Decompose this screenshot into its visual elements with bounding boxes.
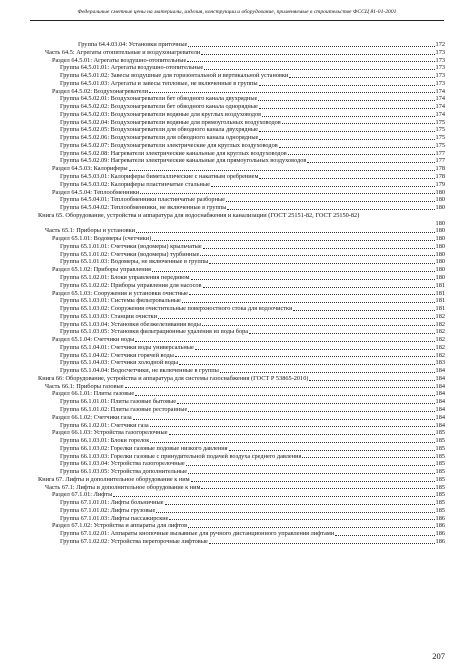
toc-group-entry — [38, 352, 445, 360]
toc-group-entry — [38, 328, 445, 336]
toc-entry-title: Группа 65.1.01.02: Счетчики (водомеры) турбинные — [60, 250, 200, 258]
running-header: Федеральные сметные цены на материалы, изделия, конструкции и оборудование, применяемые в строительстве ФССЦ 81-01-2001 — [77, 9, 397, 15]
toc-group-entry — [38, 468, 445, 476]
toc-section-entry — [38, 336, 445, 344]
dot-leader — [113, 496, 434, 497]
toc-entry-page: 178 — [435, 165, 445, 173]
toc-entry-title: Группа 67.1.01.01: Лифты больничные — [60, 499, 164, 507]
toc-entry-page: 181 — [435, 281, 445, 289]
toc-group-entry — [38, 72, 445, 80]
toc-entry-title: Книга 65. Оборудование, устройства и аппаратура для водоснабжения и канализации (ГОСТ 25151-82, ГОСТ 25150-82) — [38, 211, 360, 219]
dot-leader — [136, 232, 435, 233]
toc-entry-title: Часть 64.5: Агрегаты отопительные и воздухонагреватели — [45, 48, 201, 56]
toc-section-entry — [38, 414, 445, 422]
toc-entry-page: 185 — [435, 437, 445, 445]
toc-entry-page: 186 — [435, 538, 445, 545]
dot-leader — [259, 178, 434, 179]
toc-entry-page: 184 — [435, 398, 445, 406]
dot-leader — [226, 201, 435, 202]
toc-section-entry — [38, 290, 445, 298]
toc-entry-title: Раздел 67.1.01: Лифты — [52, 491, 113, 499]
toc-entry-title: Группа 65.1.04.02: Счетчики горячей воды — [60, 351, 174, 359]
toc-entry-title: Группа 66.1.03.04: Устройства газогорелочные — [60, 460, 185, 468]
toc-entry-title: Группа 64.5.01.03: Агрегаты и завесы тепловые, не включенные в группы — [60, 79, 258, 87]
dot-leader — [282, 123, 435, 124]
toc-part-entry — [38, 49, 445, 57]
toc-group-entry — [38, 173, 445, 181]
dot-leader — [165, 504, 435, 505]
toc-group-entry — [38, 359, 445, 367]
toc-entry-title: Группа 67.1.01.03: Лифты пассажирские — [60, 514, 169, 522]
toc-entry-title: Группа 64.5.02.07: Воздухонагреватели электрические для круглых воздуховодов — [60, 141, 278, 149]
toc-group-entry — [38, 305, 445, 313]
toc-entry-page: 174 — [435, 87, 445, 95]
toc-entry-page: 184 — [435, 382, 445, 390]
toc-group-entry — [38, 243, 445, 251]
dot-leader — [211, 186, 435, 187]
toc-entry-page: 173 — [435, 64, 445, 72]
dot-leader — [186, 465, 435, 466]
dot-leader — [203, 287, 435, 288]
dot-leader — [309, 380, 434, 381]
toc-entry-page: 174 — [435, 110, 445, 118]
dot-leader — [209, 543, 435, 544]
toc-entry-title: Часть 65.1: Приборы и установки — [45, 227, 136, 235]
toc-group-entry — [38, 80, 445, 88]
toc-entry-page: 184 — [435, 421, 445, 429]
dot-leader — [149, 92, 435, 93]
dot-leader — [259, 139, 434, 140]
toc-section-entry — [38, 390, 445, 398]
dot-leader — [262, 116, 434, 117]
toc-entry-page: 185 — [435, 499, 445, 507]
toc-entry-page: 173 — [435, 72, 445, 80]
toc-entry-title: Группа 65.1.03.03: Станции очистки — [60, 312, 157, 320]
toc-entry-title: Группа 66.1.03.05: Устройства дополнительные — [60, 468, 188, 476]
toc-entry-page: 182 — [435, 351, 445, 359]
toc-group-entry — [38, 119, 445, 127]
dot-leader — [169, 434, 435, 435]
toc-entry-page: 178 — [435, 173, 445, 180]
toc-entry-title: Группа 64.5.02.05: Воздухонагреватели для обводного канала двухрядные — [60, 126, 258, 134]
toc-entry-title: Группа 66.1.02.01: Счетчики газа — [60, 421, 149, 429]
toc-entry-title: Группа 67.1.02.02: Устройства перегорочные лифтовые — [60, 538, 208, 545]
dot-leader — [150, 442, 434, 443]
dot-leader — [293, 310, 434, 311]
dot-leader — [169, 519, 434, 520]
dot-leader — [158, 318, 435, 319]
toc-entry-title: Группа 65.1.01.01: Счетчики (водомеры) крыльчатые — [60, 242, 202, 250]
dot-leader — [189, 294, 435, 295]
toc-entry-title: Группа 65.1.04.03: Счетчики холодной воды — [60, 359, 179, 367]
toc-entry-page: 185 — [435, 429, 445, 437]
toc-group-entry — [38, 507, 445, 515]
toc-entry-page: 185 — [435, 444, 445, 452]
toc-entry-title: Часть 67.1: Лифты и дополнительное оборудование к ним — [45, 483, 201, 491]
toc-group-entry — [38, 251, 445, 259]
dot-leader — [279, 147, 435, 148]
toc-group-entry — [38, 64, 445, 72]
toc-group-entry — [38, 126, 445, 134]
dot-leader — [220, 372, 435, 373]
toc-entry-title: Группа 65.1.04.04: Водосчетчики, не включенные в группы — [60, 367, 219, 375]
toc-entry-page: 185 — [435, 483, 445, 491]
toc-entry-page: 180 — [435, 242, 445, 250]
table-of-contents — [38, 41, 445, 546]
toc-entry-page: 184 — [435, 405, 445, 413]
toc-group-entry — [38, 367, 445, 375]
toc-entry-page: 180 — [435, 219, 445, 227]
toc-part-entry — [38, 383, 445, 391]
toc-section-entry — [38, 165, 445, 173]
toc-entry-page: 184 — [435, 413, 445, 421]
toc-section-entry — [38, 266, 445, 274]
toc-entry-page: 180 — [435, 273, 445, 281]
dot-leader — [288, 154, 435, 155]
toc-entry-page: 173 — [435, 79, 445, 87]
toc-entry-title: Группа 67.1.01.02: Лифты грузовые — [60, 506, 156, 514]
toc-entry-title: Группа 64.5.02.04: Воздухонагреватели водяные для прямоугольных воздуховодов — [60, 118, 281, 126]
toc-group-entry — [38, 142, 445, 150]
dot-leader — [152, 240, 434, 241]
dot-leader — [129, 170, 435, 171]
dot-leader — [150, 426, 435, 427]
toc-entry-title: Группа 66.1.03.02: Горелки газовые подовые низкого давления — [60, 444, 228, 452]
toc-group-entry — [38, 499, 445, 507]
dot-leader — [177, 403, 434, 404]
toc-group-entry — [38, 95, 445, 103]
toc-group-entry — [38, 406, 445, 414]
dot-leader — [133, 419, 435, 420]
toc-entry-page: 181 — [435, 289, 445, 297]
toc-group-entry — [38, 437, 445, 445]
toc-group-entry — [38, 530, 445, 538]
toc-entry-page: 183 — [435, 359, 445, 367]
toc-entry-page: 184 — [435, 390, 445, 398]
toc-entry-page: 174 — [435, 103, 445, 111]
toc-section-entry — [38, 429, 445, 437]
toc-group-entry — [38, 313, 445, 321]
toc-entry-page: 174 — [435, 95, 445, 103]
toc-section-entry — [38, 491, 445, 499]
dot-leader — [302, 457, 434, 458]
toc-entry-page: 182 — [435, 320, 445, 328]
toc-book-entry — [38, 476, 445, 484]
toc-entry-page: 173 — [435, 56, 445, 64]
dot-leader — [204, 69, 434, 70]
toc-entry-page: 175 — [435, 141, 445, 149]
toc-entry-page: 177 — [435, 149, 445, 157]
dot-leader — [191, 481, 435, 482]
dot-leader — [259, 108, 435, 109]
toc-entry-page: 186 — [435, 522, 445, 530]
toc-group-entry — [38, 460, 445, 468]
toc-entry-page: 180 — [435, 258, 445, 266]
toc-entry-page: 172 — [435, 40, 445, 48]
toc-group-entry — [38, 196, 445, 204]
toc-section-entry — [38, 189, 445, 197]
toc-entry-title: Группа 64.5.04.01: Теплообменники пластинчатые разборные — [60, 196, 225, 204]
toc-entry-page: 182 — [435, 328, 445, 336]
dot-leader — [156, 512, 434, 513]
toc-group-entry — [38, 150, 445, 158]
toc-book-entry — [38, 375, 445, 383]
toc-entry-page: 180 — [435, 204, 445, 212]
toc-entry-title: Группа 64.5.02.01: Воздухонагреватели бет обводного канала двухрядные — [60, 95, 258, 103]
toc-group-entry — [38, 282, 445, 290]
toc-entry-page: 180 — [435, 266, 445, 274]
dot-leader — [135, 395, 434, 396]
dot-leader — [203, 248, 435, 249]
toc-book-entry — [38, 212, 445, 228]
toc-section-entry — [38, 235, 445, 243]
toc-group-entry — [38, 204, 445, 212]
toc-entry-title: Группа 65.1.03.04: Установки обезжелезивания воды — [60, 320, 201, 328]
toc-group-entry — [38, 515, 445, 523]
dot-leader — [259, 85, 435, 86]
toc-entry-title: Группа 66.1.03.03: Горелки газовые с принудительной подачей воздуха среднего давления — [60, 452, 302, 460]
toc-entry-page: 185 — [435, 468, 445, 476]
toc-entry-title: Группа 64.5.04.02: Теплообменники, не включенные в группы — [60, 204, 227, 212]
dot-leader — [179, 364, 434, 365]
toc-entry-title: Раздел 64.5.03: Калориферы — [52, 165, 128, 173]
toc-entry-title: Группа 65.1.04.01: Счетчики воды универсальные — [60, 343, 194, 351]
toc-entry-title: Группа 65.1.03.02: Сооружения очистительные поверхностного стока для водоочистки — [60, 305, 293, 313]
toc-group-entry — [38, 538, 445, 546]
dot-leader — [200, 255, 434, 256]
toc-entry-title: Группа 65.1.02.01: Блоки управления передивом — [60, 273, 190, 281]
header-rule — [30, 20, 444, 21]
toc-entry-page: 180 — [435, 235, 445, 243]
toc-entry-page: 186 — [435, 514, 445, 522]
dot-leader — [152, 271, 435, 272]
toc-entry-title: Раздел 65.1.04: Счетчики воды — [52, 336, 135, 344]
dot-leader — [307, 162, 434, 163]
toc-entry-title: Группа 66.1.01.02: Плиты газовые ресторанные — [60, 405, 188, 413]
toc-entry-page: 180 — [435, 227, 445, 235]
toc-entry-page: 173 — [435, 48, 445, 56]
dot-leader — [175, 356, 435, 357]
toc-entry-page: 182 — [435, 343, 445, 351]
toc-entry-page: 175 — [435, 126, 445, 134]
toc-entry-page: 186 — [435, 530, 445, 538]
toc-group-entry — [38, 134, 445, 142]
toc-entry-title: Раздел 65.1.02: Приборы управления — [52, 266, 151, 274]
dot-leader — [201, 488, 434, 489]
toc-entry-title: Группа 64.5.01.01: Агрегаты воздушно-отопительные — [60, 64, 204, 72]
toc-entry-page: 180 — [435, 196, 445, 204]
toc-group-entry — [38, 157, 445, 165]
toc-section-entry — [38, 57, 445, 65]
dot-leader — [335, 535, 434, 536]
toc-entry-page: 179 — [435, 180, 445, 188]
toc-entry-title: Группа 65.1.02.02: Приборы управления для насосов — [60, 281, 202, 289]
toc-group-entry — [38, 274, 445, 282]
dot-leader — [249, 333, 434, 334]
toc-part-entry — [38, 484, 445, 492]
toc-entry-page: 184 — [435, 374, 445, 382]
toc-entry-title: Группа 66.1.03.01: Блоки горелок — [60, 437, 150, 445]
page-number: 207 — [432, 651, 445, 661]
toc-entry-title: Группа 65.1.01.03: Водомеры, не включенные в группы — [60, 258, 209, 266]
toc-entry-title: Группа 66.1.01.01: Плиты газовые бытовые — [60, 398, 177, 406]
dot-leader — [182, 302, 435, 303]
toc-entry-title: Группа 64.4.03.04: Установки приточные — [78, 40, 188, 48]
dot-leader — [289, 77, 434, 78]
toc-entry-title: Группа 64.5.03.02: Калориферы пластинчатые стальные — [60, 180, 210, 188]
toc-entry-title: Группа 64.5.03.01: Калориферы биметаллические с накатным оребрением — [60, 173, 259, 180]
toc-entry-title: Группа 67.1.02.01: Аппараты кнопочные вызывные для ручного дистанционного управления лифтами — [60, 530, 335, 538]
toc-entry-title: Раздел 66.1.03: Устройства газогорелочные — [52, 429, 168, 437]
toc-group-entry — [38, 422, 445, 430]
toc-group-entry — [38, 103, 445, 111]
toc-entry-page: 175 — [435, 118, 445, 126]
toc-entry-page: 181 — [435, 305, 445, 313]
toc-group-entry — [38, 181, 445, 189]
dot-leader — [227, 209, 434, 210]
toc-entry-title: Раздел 66.1.01: Плиты газовые — [52, 390, 135, 398]
toc-entry-title: Часть 66.1: Приборы газовые — [45, 382, 124, 390]
toc-entry-page: 185 — [435, 475, 445, 483]
dot-leader — [188, 527, 434, 528]
toc-entry-title: Группа 64.5.02.08: Нагреватели электрические канальные для круглых воздуховодов — [60, 149, 287, 157]
dot-leader — [258, 100, 434, 101]
toc-entry-page: 180 — [435, 250, 445, 258]
dot-leader — [187, 61, 434, 62]
toc-entry-page: 177 — [435, 157, 445, 165]
dot-leader — [188, 473, 434, 474]
dot-leader — [201, 54, 434, 55]
toc-group-entry — [38, 344, 445, 352]
toc-entry-title: Раздел 66.1.02: Счетчики газа — [52, 413, 132, 421]
dot-leader — [191, 279, 435, 280]
toc-entry-page: 180 — [435, 188, 445, 196]
toc-group-entry — [38, 258, 445, 266]
toc-group-entry — [38, 111, 445, 119]
dot-leader — [259, 131, 435, 132]
dot-leader — [125, 387, 435, 388]
toc-entry-page: 182 — [435, 336, 445, 344]
toc-entry-title: Раздел 65.1.01: Водомеры (счетчики) — [52, 235, 152, 243]
toc-entry-title: Раздел 64.5.04: Теплообменники — [52, 188, 140, 196]
toc-entry-title: Группа 65.1.03.01: Системы фильтровальные — [60, 297, 181, 305]
dot-leader — [188, 411, 434, 412]
toc-group-entry — [38, 41, 445, 49]
dot-leader — [209, 263, 434, 264]
toc-entry-title: Раздел 64.5.02: Воздухонагреватели — [52, 87, 149, 95]
toc-entry-page: 185 — [435, 460, 445, 468]
toc-entry-page: 175 — [435, 134, 445, 142]
toc-entry-title: Группа 64.5.02.09: Нагреватели электрические канальные для прямоугольных воздуховодов — [60, 157, 307, 165]
toc-group-entry — [38, 445, 445, 453]
dot-leader — [135, 341, 434, 342]
toc-entry-title: Раздел 64.5.01: Агрегаты воздушно-отопительные — [52, 56, 187, 64]
toc-group-entry — [38, 321, 445, 329]
toc-entry-title: Раздел 65.1.03: Сооружения и установки очистные — [52, 289, 188, 297]
toc-entry-title: Книга 66: Оборудование, устройства и аппаратура для системы газоснабжения (ГОСТ Р 53865-2010) — [38, 374, 309, 382]
dot-leader — [202, 325, 435, 326]
toc-entry-page: 185 — [435, 491, 445, 499]
toc-entry-page: 185 — [435, 506, 445, 514]
toc-group-entry — [38, 453, 445, 461]
toc-entry-title: Книга 67. Лифты и дополнительное оборудование к ним — [38, 475, 190, 483]
dot-leader — [229, 450, 435, 451]
dot-leader — [188, 46, 434, 47]
toc-group-entry — [38, 398, 445, 406]
toc-entry-title: Группа 64.5.02.02: Воздухонагреватели бет обводного канала однорядные — [60, 103, 258, 111]
toc-entry-title: Группа 64.5.02.03: Воздухонагреватели водяные для круглых воздуховодов — [60, 110, 262, 118]
toc-group-entry — [38, 297, 445, 305]
toc-entry-page: 181 — [435, 297, 445, 305]
toc-entry-title: Группа 64.5.02.06: Воздухонагреватели для обводного канала однорядные — [60, 134, 259, 142]
dot-leader — [140, 193, 434, 194]
dot-leader — [195, 349, 435, 350]
toc-section-entry — [38, 522, 445, 530]
toc-entry-title: Группа 64.5.01.02: Завесы воздушные для горизонтальной и вертикальной установки — [60, 72, 289, 80]
toc-entry-title: Группа 65.1.03.05: Установки фильтрационные удаления из воды бора — [60, 328, 249, 336]
toc-section-entry — [38, 88, 445, 96]
toc-entry-page: 182 — [435, 312, 445, 320]
toc-entry-page: 184 — [435, 367, 445, 375]
toc-part-entry — [38, 227, 445, 235]
toc-entry-title: Раздел 67.1.02: Устройства и аппараты для лифтов — [52, 522, 188, 530]
toc-entry-page: 185 — [435, 452, 445, 460]
